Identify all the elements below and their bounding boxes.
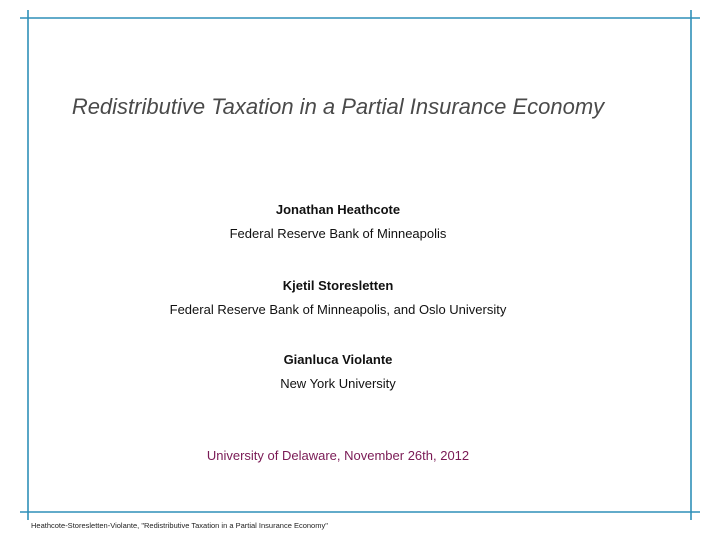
footer-citation: Heathcote-Storesletten-Violante, "Redistributive Taxation in a Partial Insurance Economy" [31, 521, 328, 530]
author-name-2: Kjetil Storesletten [282, 278, 394, 293]
author-affiliation-3: New York University [280, 376, 396, 391]
author-affiliation-1: Federal Reserve Bank of Minneapolis [229, 226, 447, 241]
venue-date: University of Delaware, November 26th, 2012 [206, 448, 470, 463]
slide-title: Redistributive Taxation in a Partial Insurance Economy [71, 94, 605, 119]
author-affiliation-2: Federal Reserve Bank of Minneapolis, and Oslo University [169, 302, 507, 317]
author-name-1: Jonathan Heathcote [275, 202, 401, 217]
author-name-3: Gianluca Violante [283, 352, 393, 367]
